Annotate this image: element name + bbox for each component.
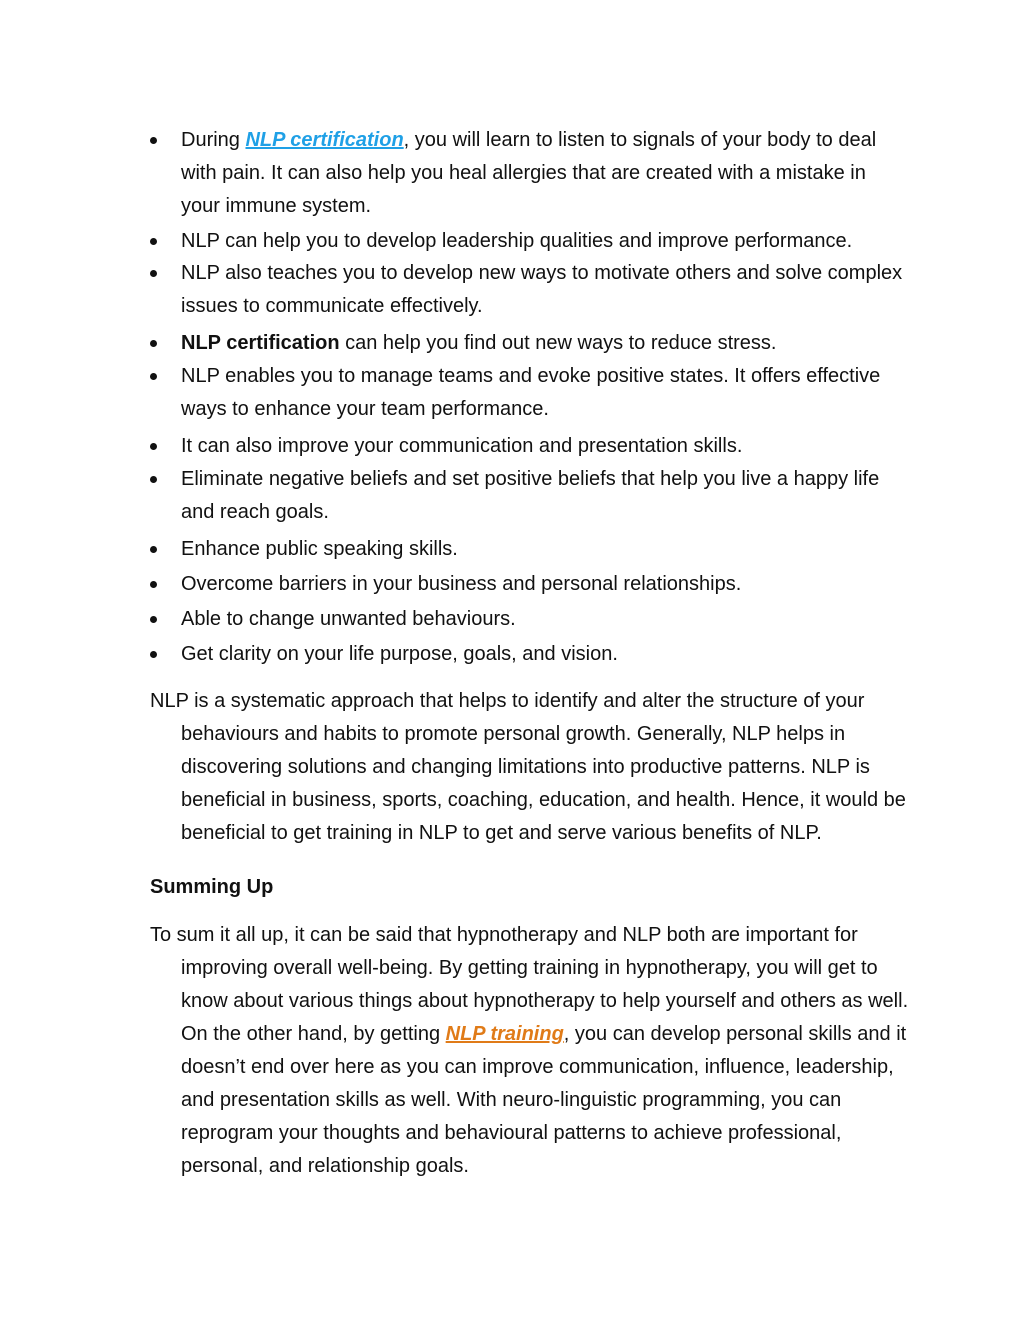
- bullet-icon: [150, 238, 157, 245]
- summary-text-pre: To sum it all up, it can be said that hypnotherapy and NLP both are important for improving overall well-being. By getting training in hypnotherapy, you will get to know about various things about hypnotherapy to help yourself and others as well. On the other hand, by getting: [150, 924, 909, 1045]
- section-heading: Summing Up: [150, 876, 274, 898]
- list-item: [150, 257, 910, 323]
- summary-paragraph: [150, 919, 910, 1183]
- nlp-certification-link[interactable]: NLP certification: [245, 129, 404, 151]
- list-item: [150, 327, 910, 360]
- bullet-icon: [150, 137, 157, 144]
- benefits-list: [150, 124, 910, 671]
- list-item: [150, 568, 910, 601]
- bullet-icon: [150, 476, 157, 483]
- list-item-text: Eliminate negative beliefs and set positive beliefs that help you live a happy life and reach goals.: [181, 468, 880, 523]
- list-item: [150, 533, 910, 566]
- list-item-text: NLP enables you to manage teams and evoke positive states. It offers effective ways to enhance your team performance.: [181, 365, 881, 420]
- bullet-icon: [150, 651, 157, 658]
- bullet-icon: [150, 546, 157, 553]
- list-item: [150, 360, 910, 426]
- nlp-overview-paragraph: NLP is a systematic approach that helps to identify and alter the structure of your behaviours and habits to promote personal growth. Generally, NLP helps in discovering solutions and changing limitations into productive patterns. NLP is beneficial in business, sports, coaching, education, and health. Hence, it would be beneficial to get training in NLP to get and serve various benefits of NLP.: [150, 690, 906, 844]
- list-item-text: Get clarity on your life purpose, goals, and vision.: [181, 643, 618, 665]
- list-item-text: NLP can help you to develop leadership qualities and improve performance.: [181, 230, 853, 252]
- bullet-icon: [150, 340, 157, 347]
- list-item-text: Enhance public speaking skills.: [181, 538, 458, 560]
- list-item-text: It can also improve your communication and presentation skills.: [181, 435, 743, 457]
- list-item: [150, 227, 910, 255]
- list-item-text: Able to change unwanted behaviours.: [181, 608, 516, 630]
- bullet-icon: [150, 373, 157, 380]
- summary-text-post: , you can develop personal skills and it doesn’t end over here as you can improve communication, influence, leadership, and presentation skills as well. With neuro-linguistic programming, you can reprogram your thoughts and behavioural patterns to achieve professional, personal, and relationship goals.: [181, 1023, 907, 1177]
- list-item: [150, 463, 910, 529]
- list-item-text: Overcome barriers in your business and personal relationships.: [181, 573, 742, 595]
- nlp-training-link[interactable]: NLP training: [445, 1023, 564, 1045]
- list-item: [150, 638, 910, 671]
- document-body: [150, 124, 910, 1183]
- list-item: [150, 430, 910, 463]
- bullet-icon: [150, 270, 157, 277]
- bullet-icon: [150, 581, 157, 588]
- bullet-icon: [150, 616, 157, 623]
- list-item-text-pre: During: [181, 129, 246, 151]
- list-item-text: NLP also teaches you to develop new ways to motivate others and solve complex issues to communicate effectively.: [181, 262, 903, 317]
- list-item-text-post: , you will learn to listen to signals of your body to deal with pain. It can also help you heal allergies that are created with a mistake in your immune system.: [181, 129, 877, 217]
- list-item: [150, 603, 910, 636]
- list-item-bold-text: NLP certification: [181, 332, 340, 354]
- list-item-text-post: can help you find out new ways to reduce stress.: [339, 332, 777, 354]
- bullet-icon: [150, 443, 157, 450]
- list-item: [150, 124, 910, 223]
